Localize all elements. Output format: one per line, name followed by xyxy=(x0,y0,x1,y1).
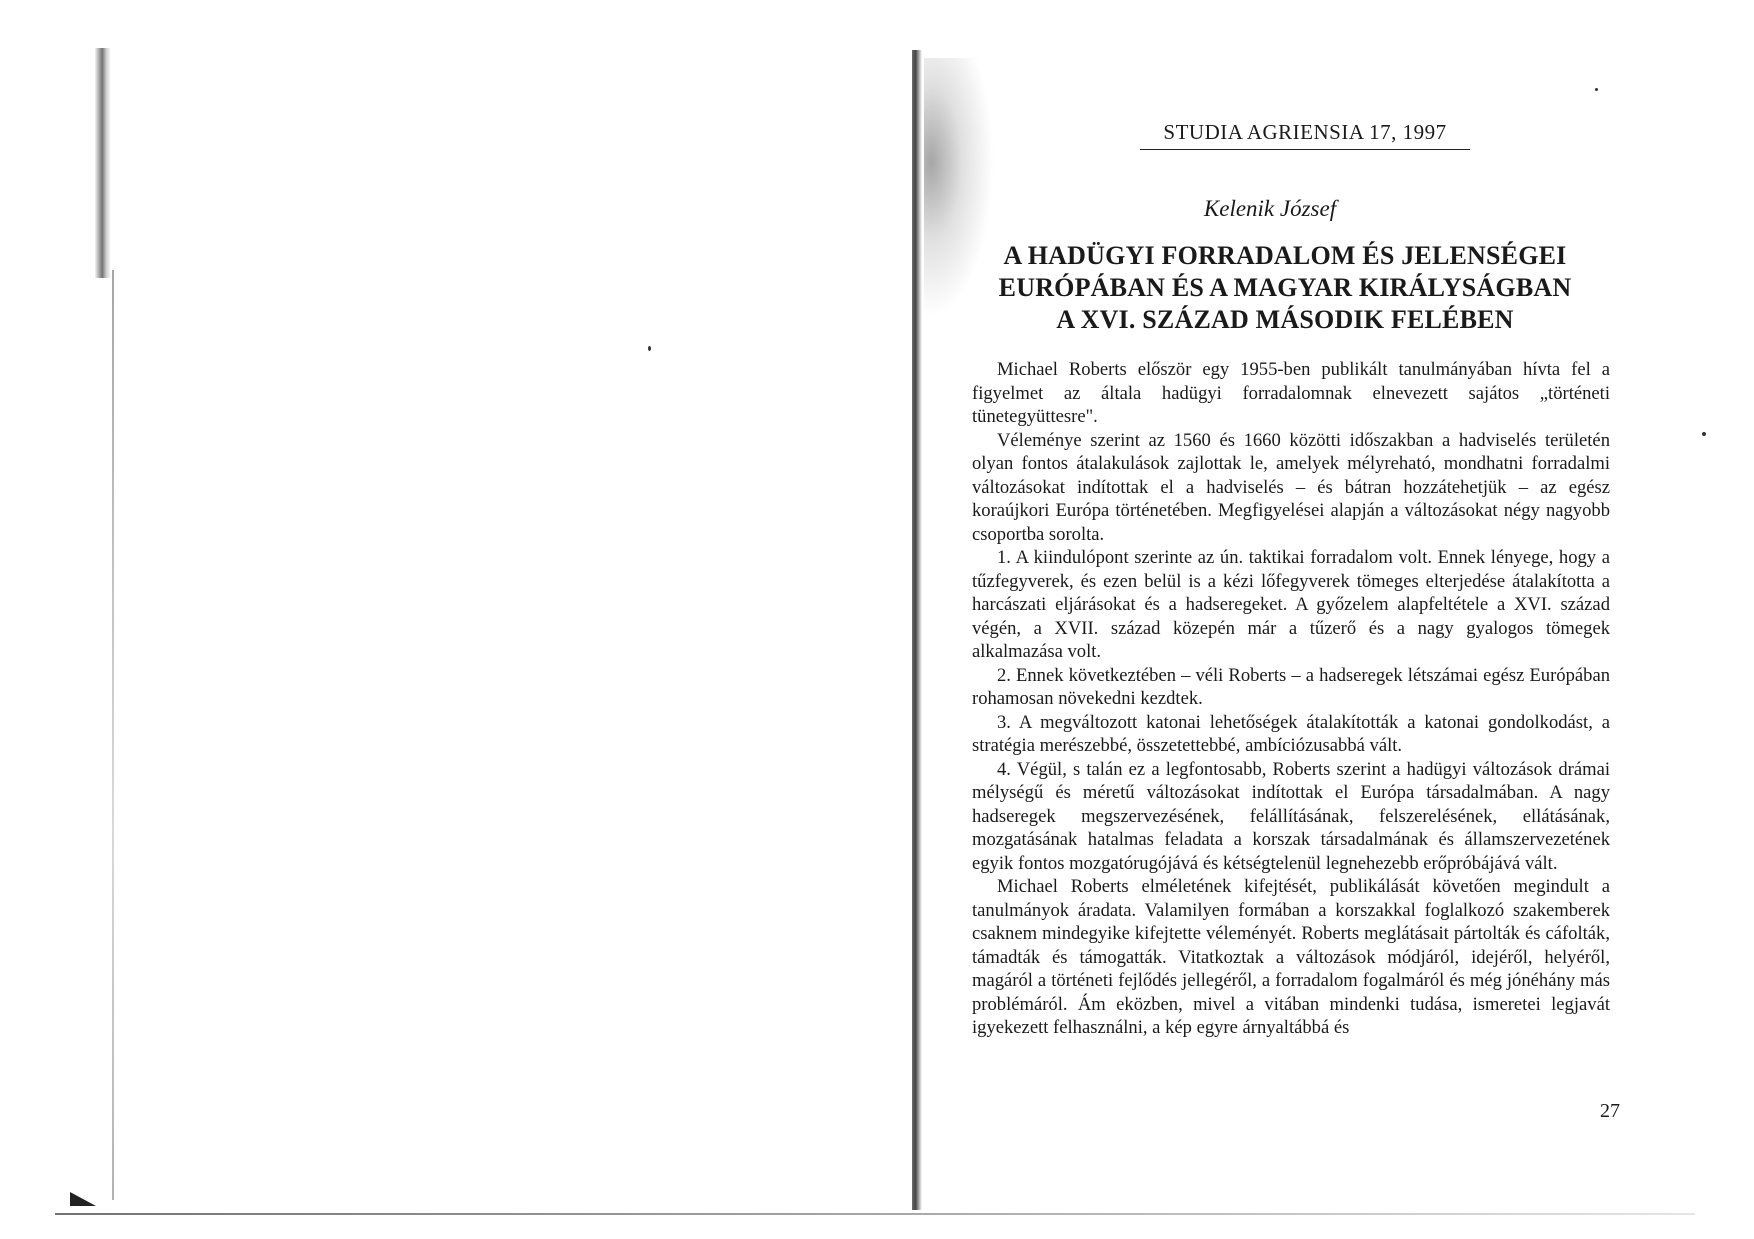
paragraph: 1. A kiindulópont szerinte az ún. taktikai forradalom volt. Ennek lényege, hogy a tűzfegyverek, és ezen belül is a kézi lőfegyverek tömeges elterjedése átalakította a harcászati eljárásokat és a hadseregeket. A győzelem alapfeltétele a XVI. század végén, a XVII. század közepén már a tűzerő és a nagy gyalogos tömegek alkalmazása volt. xyxy=(972,547,1610,662)
scan-speck xyxy=(1595,88,1598,91)
article-author: Kelenik József xyxy=(1203,196,1337,221)
paragraph: 4. Végül, s talán ez a legfontosabb, Roberts szerint a hadügyi változások drámai mélységű és méretű változásokat indítottak el Európa társadalmában. A nagy hadseregek megszervezésének, felállításának, felszerelésének, ellátásának, mozgatásának hatalmas feladata a korszak társadalmának és államszervezetének egyik fontos mozgatórugójává és kétségtelenül legnehezebb erőpróbájává vált. xyxy=(972,758,1610,874)
paragraph: Michael Roberts elméletének kifejtését, publikálását követően megindult a tanulmányok áradata. Valamilyen formában a korszakkal foglalkozó szakemberek csaknem mindegyike kifejtette véleményét. Roberts meglátásait pártolták és cáfolták, támadták és támogatták. Vitatkoztak a változások módjáról, idejéről, helyéről, magáról a történeti fejlődés jellegéről, a forradalom fogalmáról és még jónéhány más problémáról. Ám eközben, mivel a vitában mindenki tudása, ismeretei legjavát igyekezett felhasználni, a kép egyre árnyaltábbá és xyxy=(972,876,1610,1038)
title-line: A XVI. SZÁZAD MÁSODIK FELÉBEN xyxy=(1056,305,1514,334)
paragraph: 2. Ennek következtében – véli Roberts – a hadseregek létszámai egész Európában rohamosan növekedni kezdtek. xyxy=(972,664,1610,709)
scan-corner-mark xyxy=(70,1192,96,1206)
title-line: A HADÜGYI FORRADALOM ÉS JELENSÉGEI xyxy=(1003,241,1567,270)
page-number: 27 xyxy=(1600,1100,1620,1122)
article-title xyxy=(975,240,1595,336)
scan-speck xyxy=(1702,432,1706,436)
title-line: EURÓPÁBAN ÉS A MAGYAR KIRÁLYSÁGBAN xyxy=(998,273,1572,302)
book-spine-shadow xyxy=(912,50,922,1210)
paragraph: Véleménye szerint az 1560 és 1660 közötti időszakban a hadviselés területén olyan fontos átalakulások zajlottak le, amelyek mélyreható, mondhatni forradalmi változásokat indítottak el a hadviselés – és bátran hozzátehetjük – az egész koraújkori Európa történetében. Megfigyelései alapján a változásokat négy nagyobb csoportba sorolta. xyxy=(972,429,1610,545)
paragraph: 3. A megváltozott katonai lehetőségek átalakították a katonai gondolkodást, a stratégia merészebbé, összetettebbé, ambíciózusabbá vált. xyxy=(972,711,1610,756)
scan-bottom-edge xyxy=(55,1213,1695,1215)
scan-shadow-left xyxy=(95,48,111,278)
paragraph: Michael Roberts először egy 1955-ben publikált tanulmányában hívta fel a figyelmet az általa hadügyi forradalomnak elnevezett sajátos „történeti tünetegyüttesre". xyxy=(972,359,1610,427)
article-body xyxy=(972,358,1610,1040)
scan-edge-line-left xyxy=(112,270,114,1200)
journal-header: STUDIA AGRIENSIA 17, 1997 xyxy=(1140,120,1470,150)
scan-speck xyxy=(648,346,651,351)
